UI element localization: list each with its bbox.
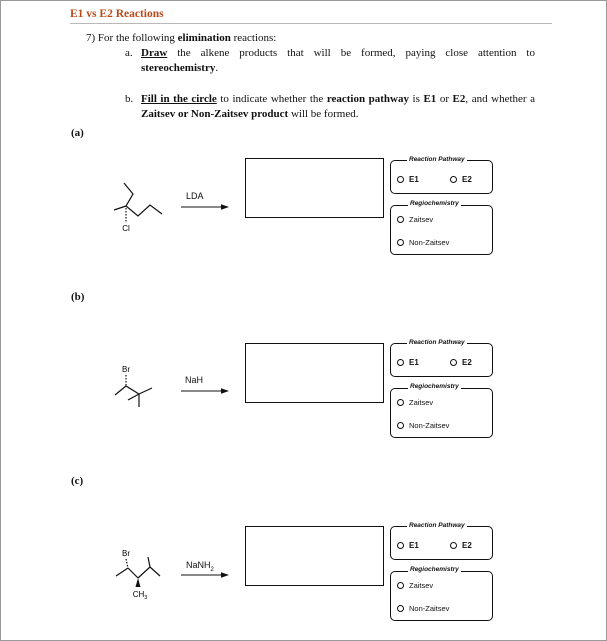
option-zaitsev-a[interactable]: [397, 215, 433, 224]
answer-box-b[interactable]: [245, 343, 384, 403]
instruction-b-t2: is: [409, 93, 424, 105]
option-zaitsev-b[interactable]: [397, 398, 433, 407]
regio-legend-b: Regiochemistry: [410, 383, 459, 390]
option-zaitsev-label: Zaitsev: [409, 581, 434, 590]
option-e1-label: E1: [409, 175, 419, 184]
reagent-a: LDA: [186, 191, 204, 201]
instruction-b-t1: to indicate whether the: [216, 93, 327, 105]
option-non-zaitsev-label: Non-Zaitsev: [409, 421, 450, 430]
reagent-c-sub: 2: [210, 566, 214, 573]
instruction-a-label: a.: [125, 47, 133, 59]
instruction-a-text: the alkene products that will be formed, paying close attention to: [167, 47, 535, 59]
instruction-a-bold: stereochemistry: [141, 62, 216, 74]
regio-group-c: [390, 571, 493, 621]
methyl-sub: 3: [144, 595, 148, 601]
instruction-b-verb: Fill in the circle: [141, 93, 217, 105]
reaction-arrow-c: [181, 571, 229, 579]
option-zaitsev-label: Zaitsev: [409, 215, 434, 224]
reaction-arrow-b: [181, 387, 229, 395]
problem-b-label: (b): [71, 291, 85, 303]
option-non-zaitsev-a[interactable]: [397, 238, 449, 247]
option-non-zaitsev-label: Non-Zaitsev: [409, 604, 450, 613]
choice-panel-b: [390, 338, 500, 438]
choice-panel-a: [390, 155, 500, 255]
answer-box-a[interactable]: [245, 158, 384, 218]
problem-c-label: (c): [71, 475, 84, 487]
prompt-tail: reactions:: [230, 32, 277, 44]
molecule-a: [110, 178, 170, 234]
instruction-a-end: .: [215, 62, 219, 74]
radio-icon[interactable]: [397, 605, 404, 612]
instruction-b-label: b.: [125, 93, 134, 105]
pathway-legend-b: Reaction Pathway: [409, 339, 465, 346]
regio-group-a: [390, 205, 493, 255]
pathway-legend-c: Reaction Pathway: [409, 522, 465, 529]
radio-icon[interactable]: [450, 359, 457, 366]
radio-icon[interactable]: [397, 359, 404, 366]
molecule-c-methyl: [133, 590, 148, 601]
radio-icon[interactable]: [397, 422, 404, 429]
option-e1-b[interactable]: [397, 358, 419, 367]
radio-icon[interactable]: [397, 582, 404, 589]
radio-icon[interactable]: [397, 399, 404, 406]
regio-legend-c: Regiochemistry: [410, 566, 459, 573]
radio-icon[interactable]: [397, 239, 404, 246]
option-e2-label: E2: [462, 358, 472, 367]
option-e1-c[interactable]: [397, 541, 419, 550]
answer-box-c[interactable]: [245, 526, 384, 586]
option-e2-b[interactable]: [450, 358, 472, 367]
option-non-zaitsev-c[interactable]: [397, 604, 449, 613]
option-e2-a[interactable]: [450, 175, 472, 184]
problem-a-label: (a): [71, 127, 84, 139]
option-e1-a[interactable]: [397, 175, 419, 184]
title-divider: [70, 23, 552, 24]
radio-icon[interactable]: [397, 542, 404, 549]
pathway-legend-a: Reaction Pathway: [409, 156, 465, 163]
option-non-zaitsev-b[interactable]: [397, 421, 449, 430]
question-number: 7): [86, 32, 96, 44]
molecule-a-substituent: Cl: [122, 224, 130, 233]
instruction-b-t4: , and whether a: [465, 93, 535, 105]
option-e2-label: E2: [462, 541, 472, 550]
option-zaitsev-label: Zaitsev: [409, 398, 434, 407]
instruction-b-b4: Zaitsev or Non-Zaitsev product: [141, 108, 289, 120]
molecule-c-substituent: Br: [122, 549, 130, 558]
molecule-b: [110, 364, 170, 420]
option-e1-label: E1: [409, 358, 419, 367]
instruction-b-t3: or: [436, 93, 453, 105]
option-non-zaitsev-label: Non-Zaitsev: [409, 238, 450, 247]
reagent-c-main: NaNH: [186, 560, 211, 570]
option-zaitsev-c[interactable]: [397, 581, 433, 590]
radio-icon[interactable]: [397, 176, 404, 183]
question-prompt: [86, 32, 276, 44]
reagent-b: NaH: [185, 375, 204, 385]
methyl-main: CH: [132, 590, 145, 599]
instruction-a: [125, 46, 535, 76]
instruction-b: [125, 92, 535, 122]
option-e1-label: E1: [409, 541, 419, 550]
molecule-c: [108, 547, 178, 603]
page-title: E1 vs E2 Reactions: [70, 8, 164, 20]
prompt-text: For the following: [97, 32, 178, 44]
instruction-b-b2: E1: [423, 93, 437, 105]
instruction-b-b1: reaction pathway: [326, 93, 409, 105]
choice-panel-c: [390, 521, 500, 621]
option-e2-label: E2: [462, 175, 472, 184]
radio-icon[interactable]: [450, 176, 457, 183]
instruction-b-t5: will be formed.: [288, 108, 359, 120]
radio-icon[interactable]: [397, 216, 404, 223]
prompt-bold: elimination: [177, 32, 231, 44]
radio-icon[interactable]: [450, 542, 457, 549]
instruction-a-verb: Draw: [141, 47, 168, 59]
instruction-b-b3: E2: [452, 93, 466, 105]
reaction-arrow-a: [181, 203, 229, 211]
option-e2-c[interactable]: [450, 541, 472, 550]
regio-group-b: [390, 388, 493, 438]
molecule-b-substituent: Br: [122, 365, 130, 374]
regio-legend-a: Regiochemistry: [410, 200, 459, 207]
